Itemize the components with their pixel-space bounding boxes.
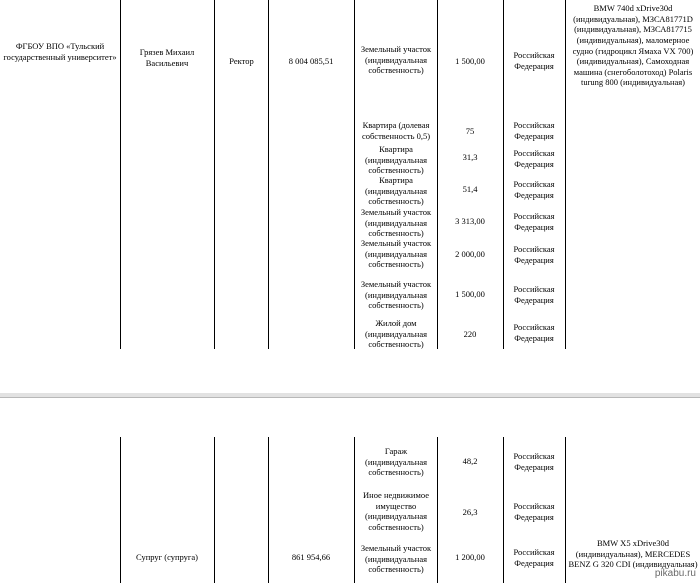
property-country: Российская Федерация [513,179,555,200]
column-divider [268,437,269,583]
person-name-cell: Супруг (супруга) [135,552,199,562]
property-area: 220 [463,329,477,339]
property-type: Гараж (индивидуальная собственность) [364,446,428,478]
income-cell: 861 954,66 [291,552,331,562]
column-divider [437,437,438,583]
property-type: Земельный участок (индивидуальная собственность) [360,238,432,270]
property-country: Российская Федерация [513,501,555,522]
property-area: 3 313,00 [455,216,485,226]
property-country: Российская Федерация [513,211,555,232]
property-country: Российская Федерация [513,284,555,305]
column-divider [120,0,121,349]
column-divider [503,0,504,349]
property-type: Земельный участок (индивидуальная собственность) [360,44,432,76]
property-type: Жилой дом (индивидуальная собственность) [364,318,428,350]
property-area: 2 000,00 [455,249,485,259]
property-area: 1 500,00 [455,56,485,66]
vehicles-cell: BMW X5 xDrive30d (индивидуальная), MERCEDES BENZ G 320 CDI (индивидуальная) [568,538,698,570]
property-country: Российская Федерация [513,148,555,169]
property-area: 31,3 [462,152,478,162]
property-type: Земельный участок (индивидуальная собственность) [360,543,432,575]
column-divider [120,437,121,583]
column-divider [354,0,355,349]
property-country: Российская Федерация [513,50,555,71]
property-type: Квартира (индивидуальная собственность) [364,175,428,207]
vehicles-cell: BMW 740d xDrive30d (индивидуальная), МЗСА81771D (индивидуальная), МЗСА817715 (индивидуальная), маломерное судно (гидроцикл Ямаха VX 700) (индивидуальная), Самоходная машина (снегоболотоход) Polaris turung 800 (индивидуальная) [572,3,694,88]
property-area: 51,4 [462,184,478,194]
property-type: Квартира (индивидуальная собственность) [364,144,428,176]
column-divider [354,437,355,583]
property-area: 26,3 [462,507,478,517]
column-divider [268,0,269,349]
property-country: Российская Федерация [513,244,555,265]
column-divider [565,437,566,583]
property-area: 48,2 [462,456,478,466]
property-country: Российская Федерация [513,322,555,343]
watermark-text: pikabu.ru [654,567,696,579]
property-country: Российская Федерация [513,451,555,472]
person-name-cell: Грязев Михаил Васильевич [139,47,195,68]
column-divider [214,437,215,583]
income-cell: 8 004 085,51 [288,56,334,66]
column-divider [214,0,215,349]
page-break-line [0,397,700,398]
position-cell: Ректор [229,56,254,66]
column-divider [437,0,438,349]
column-divider [503,437,504,583]
property-country: Российская Федерация [513,547,555,568]
property-area: 1 200,00 [455,552,485,562]
organization-cell: ФГБОУ ВПО «Тульский государственный университет» [3,41,117,62]
property-area: 75 [465,126,475,136]
property-type: Земельный участок (индивидуальная собственность) [360,279,432,311]
property-type: Иное недвижимое имущество (индивидуальная собственность) [363,490,429,532]
property-type: Квартира (долевая собственность 0,5) [361,120,431,141]
column-divider [565,0,566,349]
property-area: 1 500,00 [455,289,485,299]
property-type: Земельный участок (индивидуальная собственность) [360,207,432,239]
property-country: Российская Федерация [513,120,555,141]
